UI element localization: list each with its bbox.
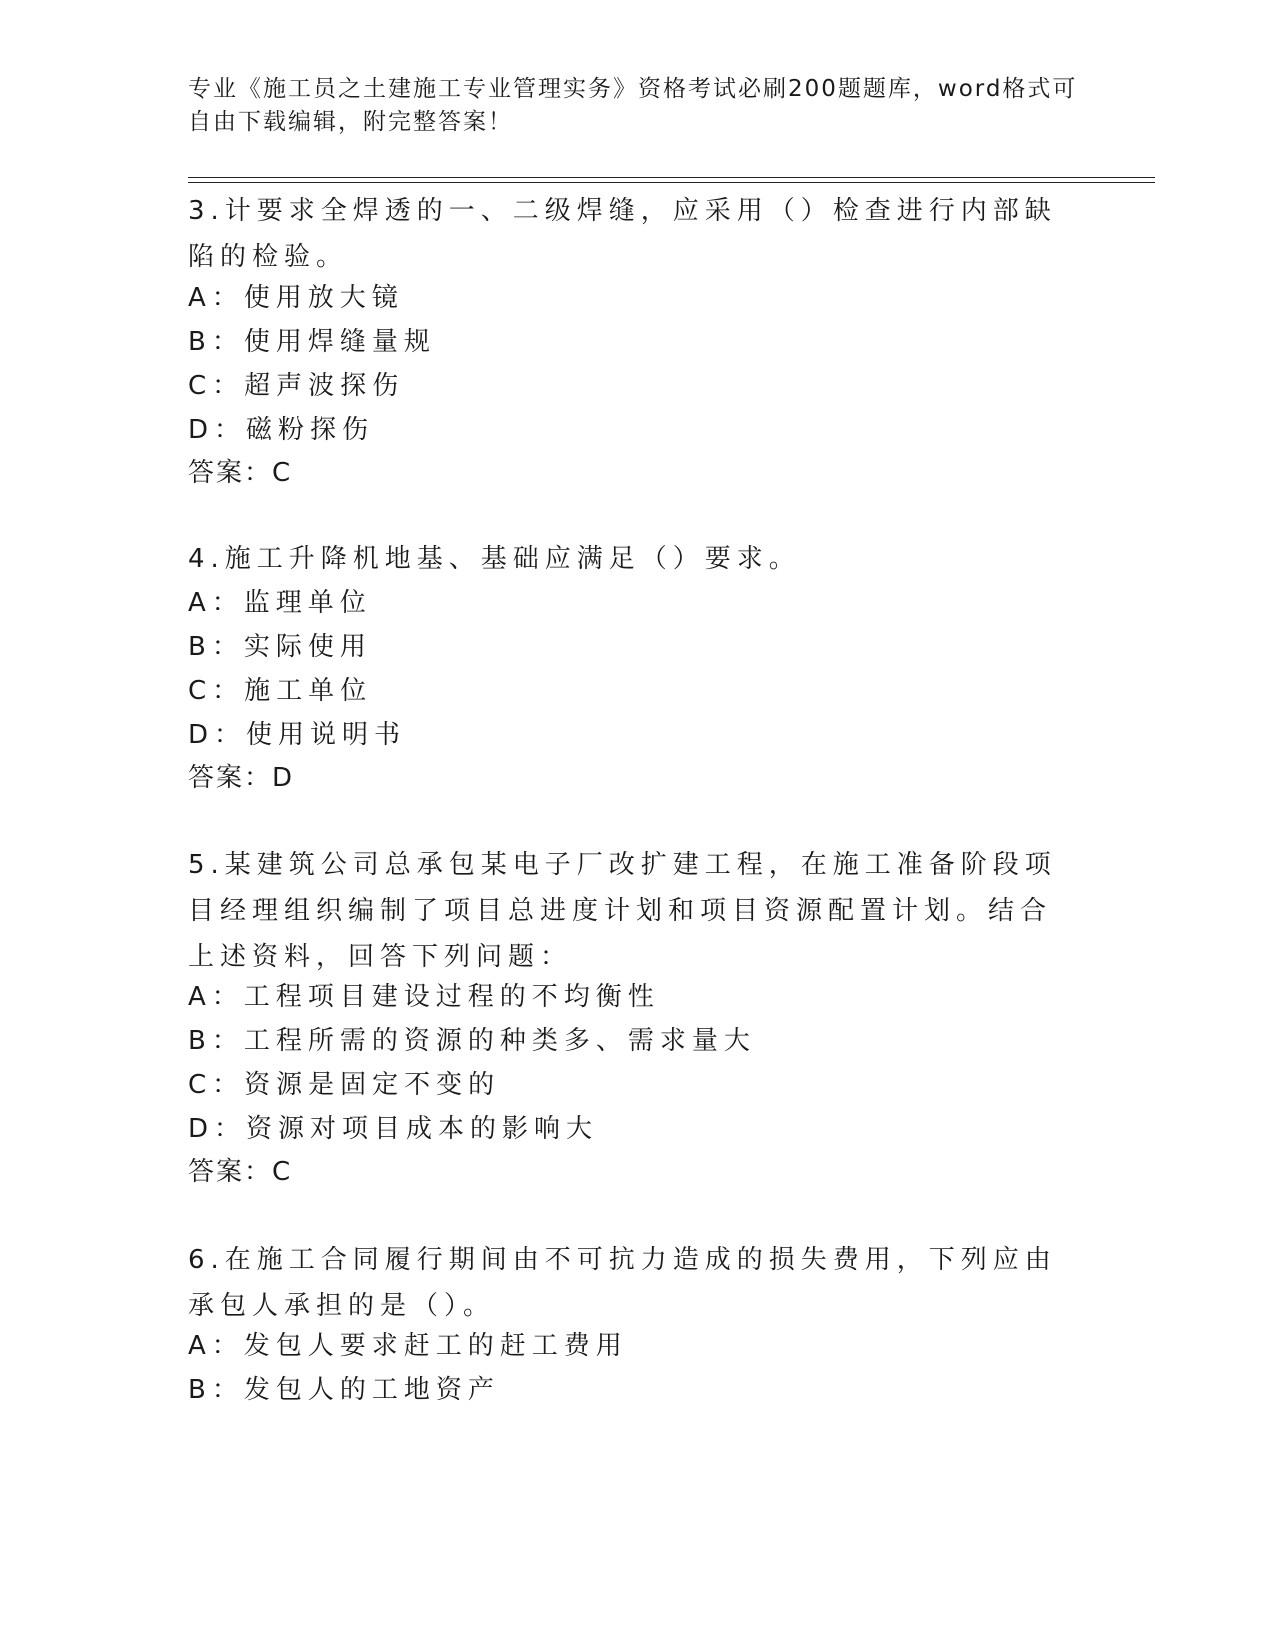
question-5-answer: 答案：C [188,1157,293,1187]
question-4-option-d: D：使用说明书 [188,720,407,750]
question-6-option-a: A：发包人要求赶工的赶工费用 [188,1331,628,1361]
question-3-answer: 答案：C [188,458,293,488]
question-6-stem: 6.在施工合同履行期间由不可抗力造成的损失费用，下列应由承包人承担的是（）。 [188,1245,1057,1321]
question-5-option-c: C：资源是固定不变的 [188,1070,501,1100]
question-6-option-b: B：发包人的工地资产 [188,1375,500,1405]
question-4-option-b: B：实际使用 [188,632,372,662]
question-4-option-c: C：施工单位 [188,676,373,706]
question-5-option-b: B：工程所需的资源的种类多、需求量大 [188,1026,756,1056]
question-5-option-d: D：资源对项目成本的影响大 [188,1114,599,1144]
question-3-option-a: A：使用放大镜 [188,283,404,313]
question-3-option-b: B：使用焊缝量规 [188,327,436,357]
question-3-option-c: C：超声波探伤 [188,371,405,401]
header-divider-top [188,177,1155,178]
question-5-option-a: A：工程项目建设过程的不均衡性 [188,982,660,1012]
question-4-stem: 4.施工升降机地基、基础应满足（）要求。 [188,544,801,574]
document-header: 专业《施工员之土建施工专业管理实务》资格考试必刷200题题库，word格式可自由下载编辑，附完整答案！ [188,76,1078,135]
question-4-answer: 答案：D [188,763,295,793]
header-divider-bottom [188,182,1155,183]
question-3-option-d: D：磁粉探伤 [188,415,375,445]
question-5-stem: 5.某建筑公司总承包某电子厂改扩建工程，在施工准备阶段项目经理组织编制了项目总进度计划和项目资源配置计划。结合上述资料，回答下列问题： [188,850,1057,972]
question-4-option-a: A：监理单位 [188,588,372,618]
question-3-stem: 3.计要求全焊透的一、二级焊缝，应采用（）检查进行内部缺陷的检验。 [188,196,1057,272]
